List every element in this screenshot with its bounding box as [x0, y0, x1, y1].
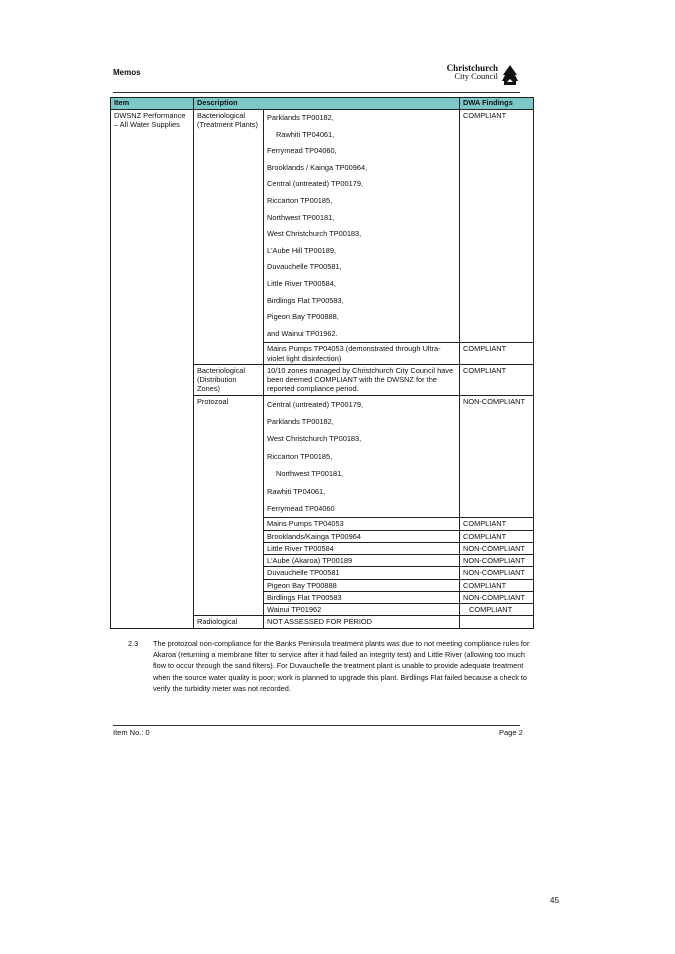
- footer-rule: [113, 725, 520, 726]
- category-bacteriological-distribution: Bacteriological (Distribution Zones): [194, 364, 264, 395]
- finding-mains-pumps: COMPLIANT: [460, 343, 534, 365]
- protozoal-plant: L'Aube (Akaroa) TP00189: [264, 555, 460, 567]
- finding-bacteriological-treatment: COMPLIANT: [460, 110, 534, 343]
- protozoal-finding: COMPLIANT: [460, 518, 534, 530]
- page-number: 45: [550, 896, 559, 905]
- list-item: Northwest TP00181,: [267, 212, 335, 222]
- council-logo: [440, 64, 522, 90]
- paragraph-text: The protozoal non-compliance for the Banks Peninsula treatment plants was due to not meeting compliance rules for Akaroa (returning a membrane filter to service after it had failed an integrity test) and Little River (allowing too much flow to occur through the sand filters). For Duvauchelle the treatment plant is unable to provide adequate treatment when the source water quality is poor; work is planned to upgrade this plant. Birdlings Flat failed because a check to verify the turbidity meter was not recorded.: [153, 639, 530, 693]
- protozoal-finding: NON-COMPLIANT: [460, 555, 534, 567]
- category-radiological: Radiological: [194, 616, 264, 628]
- list-item: Riccarton TP00185,: [267, 195, 333, 205]
- list-item: L'Aube Hill TP00189,: [267, 245, 337, 255]
- protozoal-plant: Wainui TP01962: [264, 604, 460, 616]
- list-item: and Wainui TP01962.: [267, 328, 338, 338]
- protozoal-plant: Mains Pumps TP04053: [264, 518, 460, 530]
- list-item: Central (untreated) TP00179,: [267, 179, 363, 189]
- protozoal-finding: NON-COMPLIANT: [460, 591, 534, 603]
- finding-protozoal-group: NON-COMPLIANT: [460, 395, 534, 518]
- paragraph-number: 2.3: [128, 639, 139, 648]
- list-item: Ferrymead TP04060: [267, 503, 335, 513]
- list-item: West Christchurch TP00183,: [267, 434, 362, 444]
- finding-distribution: COMPLIANT: [460, 364, 534, 395]
- memo-header-title: Memos: [113, 68, 141, 77]
- list-item: Little River TP00584,: [267, 278, 336, 288]
- protozoal-finding: COMPLIANT: [460, 530, 534, 542]
- header-item: Item: [111, 98, 194, 110]
- protozoal-finding: COMPLIANT: [460, 579, 534, 591]
- protozoal-plant: Duvauchelle TP00581: [264, 567, 460, 579]
- list-item: Birdlings Flat TP00583,: [267, 295, 344, 305]
- header-dwa-findings: DWA Findings: [460, 98, 534, 110]
- radiological-finding: [460, 616, 534, 628]
- header-rule: [113, 92, 520, 93]
- protozoal-plant: Pigeon Bay TP00888: [264, 579, 460, 591]
- table-row: [111, 110, 534, 343]
- logo-line-1: Christchurch: [446, 63, 498, 73]
- footer-page: Page 2: [499, 728, 523, 737]
- protozoal-plant: Birdlings Flat TP00583: [264, 591, 460, 603]
- radiological-description: NOT ASSESSED FOR PERIOD: [264, 616, 460, 628]
- category-bacteriological-treatment: Bacteriological (Treatment Plants): [194, 110, 264, 365]
- list-item: Riccarton TP00185,: [267, 451, 333, 461]
- list-item: Rawhiti TP04061,: [276, 129, 335, 139]
- list-item: Ferrymead TP04060,: [267, 146, 337, 156]
- logo-line-2: City Council: [454, 71, 498, 81]
- list-item: Central (untreated) TP00179,: [267, 399, 363, 409]
- category-protozoal: Protozoal: [194, 395, 264, 616]
- protozoal-finding: NON-COMPLIANT: [460, 567, 534, 579]
- protozoal-finding: COMPLIANT: [460, 604, 534, 616]
- cathedral-logo-icon: [500, 64, 520, 86]
- list-item: Parklands TP00182,: [267, 416, 334, 426]
- list-item: Rawhiti TP04061,: [267, 486, 326, 496]
- compliance-table: [110, 97, 534, 629]
- list-item: Brooklands / Kainga TP00964,: [267, 162, 368, 172]
- protozoal-plant: Brooklands/Kainga TP00964: [264, 530, 460, 542]
- footer-item-no: Item No.: 0: [113, 728, 150, 737]
- distribution-description: 10/10 zones managed by Christchurch City Council have been deemed COMPLIANT with the DWSNZ for the reported compliance period.: [264, 364, 460, 395]
- list-item: Duvauchelle TP00581,: [267, 262, 342, 272]
- protozoal-plant-list: [264, 395, 460, 518]
- mains-pumps-description: Mains Pumps TP04053 (demonstrated through Ultra-violet light disinfection): [264, 343, 460, 365]
- header-description: Description: [194, 98, 460, 110]
- item-cell: DWSNZ Performance – All Water Supplies: [111, 110, 194, 629]
- protozoal-finding: NON-COMPLIANT: [460, 542, 534, 554]
- list-item: Parklands TP00182,: [267, 113, 334, 122]
- treatment-plant-list: [264, 110, 460, 343]
- list-item: Northwest TP00181,: [276, 469, 344, 479]
- table-header-row: [111, 98, 534, 110]
- protozoal-plant: Little River TP00584: [264, 542, 460, 554]
- list-item: West Christchurch TP00183,: [267, 229, 362, 239]
- list-item: Pigeon Bay TP00888,: [267, 312, 339, 322]
